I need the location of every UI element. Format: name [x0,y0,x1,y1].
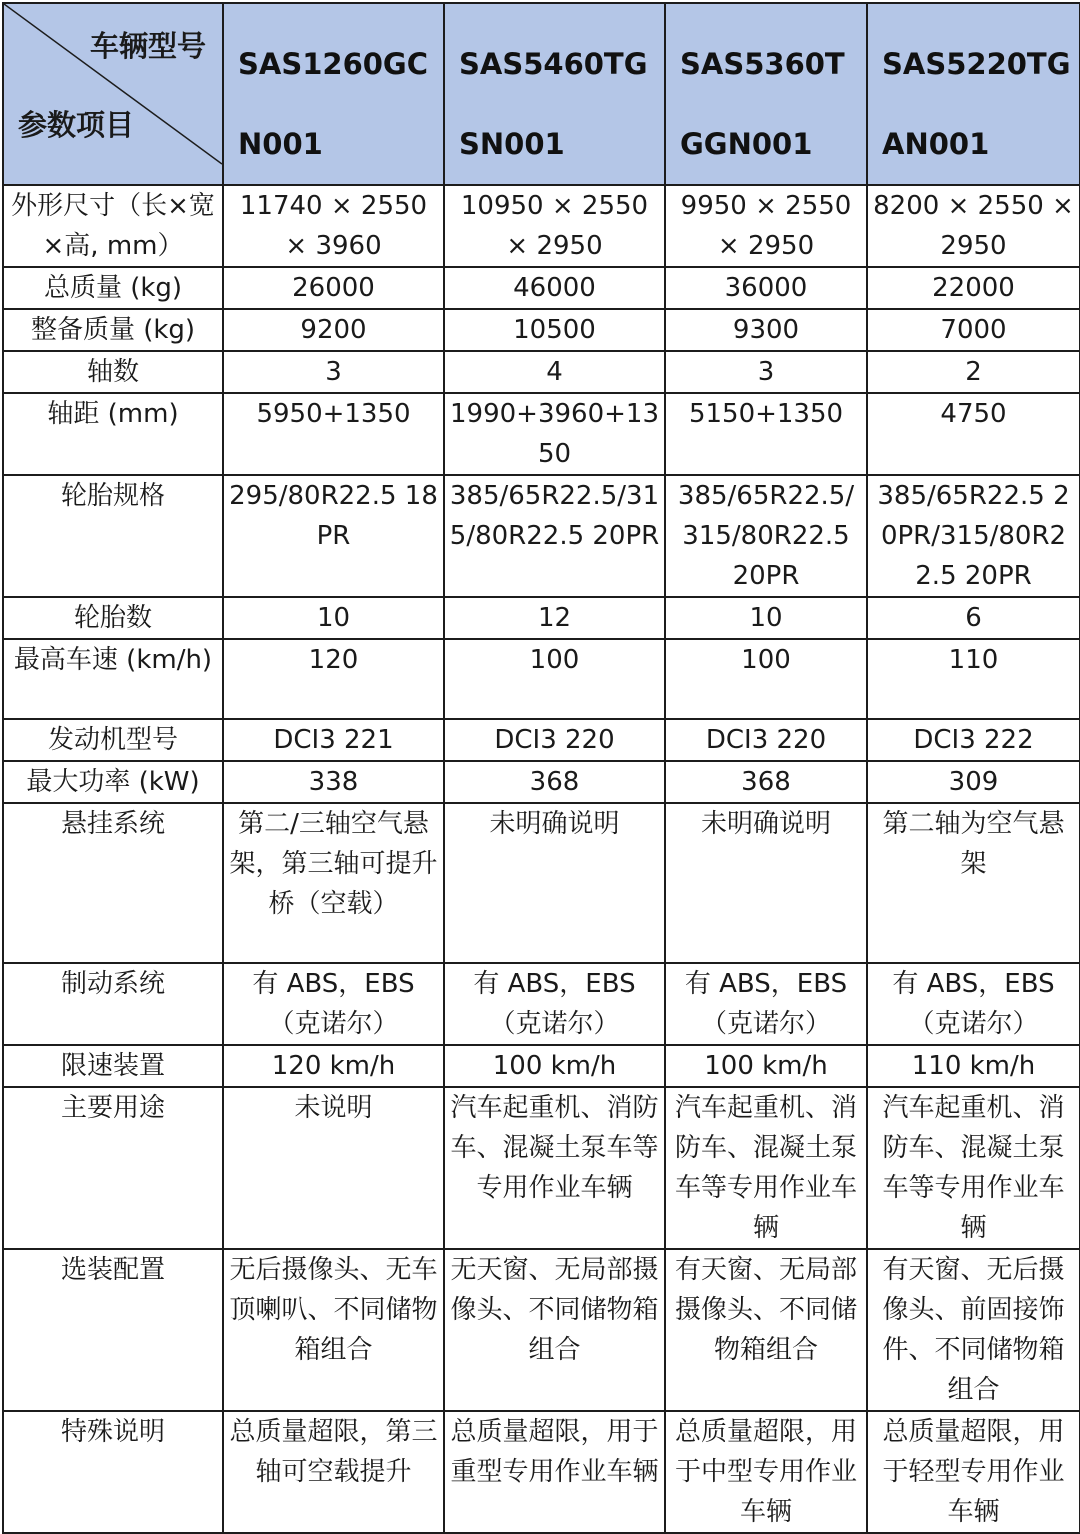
value-cell: 10950 × 2550 × 2950 [444,185,665,267]
value-cell: 46000 [444,267,665,309]
corner-label-vehicle-model: 车辆型号 [89,29,206,63]
param-cell: 悬挂系统 [3,803,223,963]
value-cell: 3 [223,351,444,393]
value-cell: 12 [444,597,665,639]
value-cell: 汽车起重机、消防车、混凝土泵车等专用作业车辆 [444,1087,665,1249]
table-row [3,267,1080,309]
value-cell: DCI3 222 [867,719,1080,761]
value-cell: 有 ABS，EBS（克诺尔） [223,963,444,1045]
corner-label-parameter: 参数项目 [18,108,135,142]
value-cell: DCI3 220 [444,719,665,761]
param-cell: 轮胎数 [3,597,223,639]
value-cell: 有 ABS，EBS（克诺尔） [867,963,1080,1045]
model-header-cell [867,3,1080,185]
table-row [3,1087,1080,1249]
table-row [3,309,1080,351]
model-label: SAS5220TGAN001 [882,47,1071,161]
value-cell: 385/65R22.5/315/80R22.5 20PR [665,475,867,597]
value-cell: 总质量超限，用于中型专用作业车辆 [665,1411,867,1533]
value-cell: 100 [444,639,665,719]
value-cell: 368 [444,761,665,803]
model-label: SAS1260GCN001 [238,47,429,161]
value-cell: 36000 [665,267,867,309]
value-cell: 有 ABS，EBS（克诺尔） [444,963,665,1045]
table-row [3,963,1080,1045]
table-row [3,1249,1080,1411]
table-row [3,719,1080,761]
value-cell: 有 ABS，EBS（克诺尔） [665,963,867,1045]
param-cell: 轴距 (mm) [3,393,223,475]
table-row [3,803,1080,963]
value-cell: 1990+3960+1350 [444,393,665,475]
table-row [3,475,1080,597]
value-cell: DCI3 221 [223,719,444,761]
value-cell: 22000 [867,267,1080,309]
param-cell: 主要用途 [3,1087,223,1249]
value-cell: 未明确说明 [444,803,665,963]
value-cell: 9950 × 2550 × 2950 [665,185,867,267]
value-cell: 有天窗、无局部摄像头、不同储物箱组合 [665,1249,867,1411]
corner-header-cell [3,3,223,185]
value-cell: 7000 [867,309,1080,351]
value-cell: 9200 [223,309,444,351]
value-cell: 10500 [444,309,665,351]
value-cell: 5150+1350 [665,393,867,475]
param-cell: 限速装置 [3,1045,223,1087]
value-cell: 无后摄像头、无车顶喇叭、不同储物箱组合 [223,1249,444,1411]
value-cell: 未说明 [223,1087,444,1249]
param-cell: 最大功率 (kW) [3,761,223,803]
table-row [3,185,1080,267]
value-cell: 4750 [867,393,1080,475]
model-header-cell [665,3,867,185]
header-row [3,3,1080,185]
value-cell: 100 [665,639,867,719]
table-row [3,597,1080,639]
model-header-cell [444,3,665,185]
value-cell: 9300 [665,309,867,351]
table-row [3,393,1080,475]
table-row [3,639,1080,719]
param-cell: 轴数 [3,351,223,393]
value-cell: 未明确说明 [665,803,867,963]
value-cell: 100 km/h [444,1045,665,1087]
value-cell: 120 km/h [223,1045,444,1087]
value-cell: 385/65R22.5/315/80R22.5 20PR [444,475,665,597]
value-cell: 4 [444,351,665,393]
param-cell: 特殊说明 [3,1411,223,1533]
model-label: SAS5360TGGN001 [680,47,845,161]
vehicle-spec-table [2,2,1080,1534]
param-cell: 最高车速 (km/h) [3,639,223,719]
value-cell: 汽车起重机、消防车、混凝土泵车等专用作业车辆 [665,1087,867,1249]
value-cell: 6 [867,597,1080,639]
value-cell: 368 [665,761,867,803]
value-cell: 338 [223,761,444,803]
value-cell: 385/65R22.5 20PR/315/80R22.5 20PR [867,475,1080,597]
param-cell: 外形尺寸（长×宽×高, mm） [3,185,223,267]
value-cell: 汽车起重机、消防车、混凝土泵车等专用作业车辆 [867,1087,1080,1249]
value-cell: 总质量超限，用于轻型专用作业车辆 [867,1411,1080,1533]
table-row [3,351,1080,393]
table-row [3,1411,1080,1533]
value-cell: 有天窗、无后摄像头、前固接饰件、不同储物箱组合 [867,1249,1080,1411]
value-cell: 295/80R22.5 18PR [223,475,444,597]
value-cell: 100 km/h [665,1045,867,1087]
param-cell: 整备质量 (kg) [3,309,223,351]
value-cell: 总质量超限，第三轴可空载提升 [223,1411,444,1533]
value-cell: 11740 × 2550 × 3960 [223,185,444,267]
value-cell: 无天窗、无局部摄像头、不同储物箱组合 [444,1249,665,1411]
param-cell: 总质量 (kg) [3,267,223,309]
table-row [3,1045,1080,1087]
value-cell: 309 [867,761,1080,803]
value-cell: 第二/三轴空气悬架，第三轴可提升桥（空载） [223,803,444,963]
value-cell: 10 [223,597,444,639]
table-row [3,761,1080,803]
param-cell: 轮胎规格 [3,475,223,597]
model-label: SAS5460TGSN001 [459,47,648,161]
value-cell: 总质量超限，用于重型专用作业车辆 [444,1411,665,1533]
value-cell: 120 [223,639,444,719]
model-header-cell [223,3,444,185]
param-cell: 发动机型号 [3,719,223,761]
value-cell: DCI3 220 [665,719,867,761]
value-cell: 110 km/h [867,1045,1080,1087]
value-cell: 10 [665,597,867,639]
param-cell: 选装配置 [3,1249,223,1411]
value-cell: 第二轴为空气悬架 [867,803,1080,963]
value-cell: 2 [867,351,1080,393]
value-cell: 5950+1350 [223,393,444,475]
value-cell: 3 [665,351,867,393]
param-cell: 制动系统 [3,963,223,1045]
value-cell: 110 [867,639,1080,719]
value-cell: 26000 [223,267,444,309]
value-cell: 8200 × 2550 × 2950 [867,185,1080,267]
